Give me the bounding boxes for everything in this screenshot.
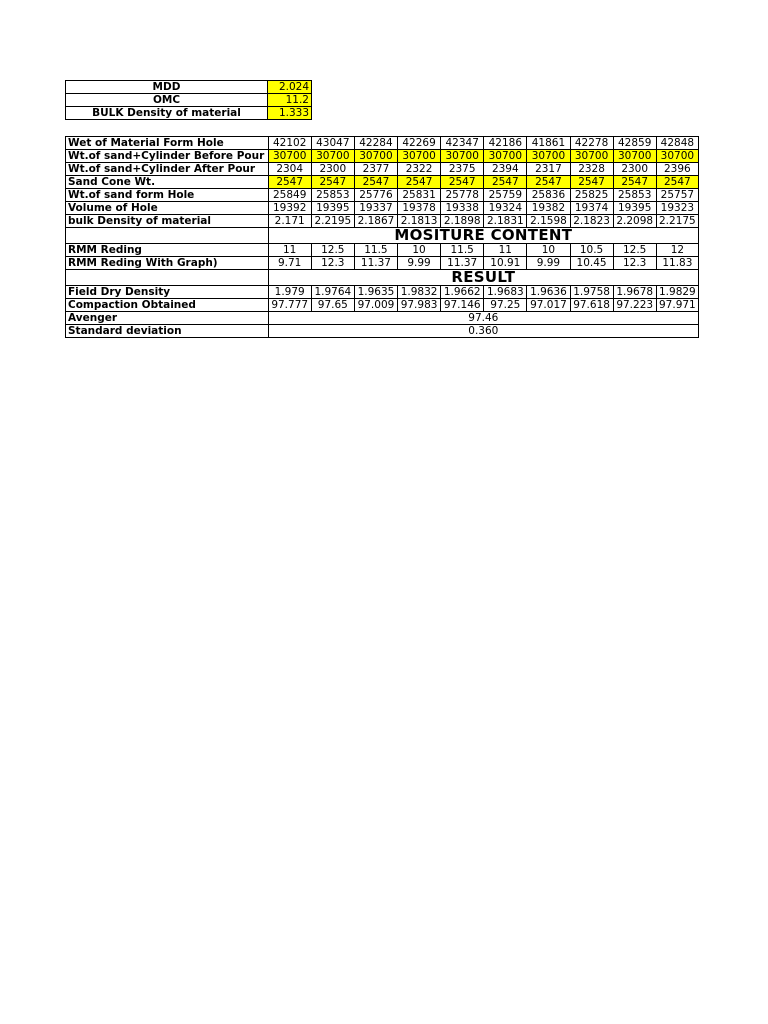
data-cell: 11.83 — [656, 257, 698, 270]
data-cell: 19338 — [441, 202, 484, 215]
data-cell: 2547 — [398, 176, 441, 189]
data-cell: 2328 — [570, 163, 613, 176]
section-row — [66, 270, 699, 286]
data-cell: 2.1867 — [354, 215, 397, 228]
data-cell: 2.1831 — [484, 215, 527, 228]
table-row — [66, 202, 699, 215]
summary-value: 11.2 — [268, 94, 312, 107]
data-cell: 97.983 — [398, 299, 441, 312]
data-cell: 25776 — [354, 189, 397, 202]
summary-value: 1.333 — [268, 107, 312, 120]
data-cell: 1.9832 — [398, 286, 441, 299]
data-cell: 30700 — [484, 150, 527, 163]
data-cell: 1.9764 — [311, 286, 354, 299]
data-cell: 2.1823 — [570, 215, 613, 228]
data-cell: 97.25 — [484, 299, 527, 312]
data-cell: 30700 — [354, 150, 397, 163]
stat-label: Standard deviation — [66, 325, 269, 338]
data-cell: 25831 — [398, 189, 441, 202]
data-cell: 30700 — [311, 150, 354, 163]
row-label: bulk Density of material — [66, 215, 269, 228]
data-cell: 30700 — [268, 150, 311, 163]
data-cell: 9.99 — [527, 257, 570, 270]
data-cell: 1.9829 — [656, 286, 698, 299]
row-label: RMM Reding With Graph) — [66, 257, 269, 270]
summary-stat-row — [66, 312, 699, 325]
data-cell: 2300 — [613, 163, 656, 176]
data-cell: 2.2195 — [311, 215, 354, 228]
stat-value: 0.360 — [268, 325, 698, 338]
data-cell: 11.37 — [441, 257, 484, 270]
table-row — [66, 150, 699, 163]
data-cell: 97.65 — [311, 299, 354, 312]
summary-label: OMC — [66, 94, 268, 107]
data-cell: 12 — [656, 244, 698, 257]
data-cell: 19395 — [613, 202, 656, 215]
data-cell: 25853 — [311, 189, 354, 202]
data-cell: 2547 — [354, 176, 397, 189]
data-cell: 2547 — [570, 176, 613, 189]
data-cell: 30700 — [656, 150, 698, 163]
data-cell: 2547 — [527, 176, 570, 189]
data-cell: 11.5 — [354, 244, 397, 257]
data-cell: 25853 — [613, 189, 656, 202]
data-cell: 42102 — [268, 137, 311, 150]
table-row — [66, 299, 699, 312]
table-row — [66, 189, 699, 202]
data-cell: 42347 — [441, 137, 484, 150]
data-cell: 9.71 — [268, 257, 311, 270]
data-cell: 97.971 — [656, 299, 698, 312]
data-cell: 19382 — [527, 202, 570, 215]
data-cell: 41861 — [527, 137, 570, 150]
data-cell: 19337 — [354, 202, 397, 215]
data-cell: 19323 — [656, 202, 698, 215]
data-cell: 2394 — [484, 163, 527, 176]
data-cell: 42269 — [398, 137, 441, 150]
data-cell: 97.017 — [527, 299, 570, 312]
data-cell: 25757 — [656, 189, 698, 202]
summary-label: MDD — [66, 81, 268, 94]
data-cell: 25836 — [527, 189, 570, 202]
data-cell: 1.9636 — [527, 286, 570, 299]
data-cell: 2300 — [311, 163, 354, 176]
row-label: RMM Reding — [66, 244, 269, 257]
section-heading: RESULT — [268, 270, 698, 286]
data-cell: 10 — [398, 244, 441, 257]
table-row — [66, 163, 699, 176]
data-cell: 2.1598 — [527, 215, 570, 228]
data-cell: 9.99 — [398, 257, 441, 270]
data-cell: 12.3 — [613, 257, 656, 270]
data-cell: 25825 — [570, 189, 613, 202]
data-cell: 2377 — [354, 163, 397, 176]
summary-value: 2.024 — [268, 81, 312, 94]
data-cell: 11.5 — [441, 244, 484, 257]
data-cell: 42859 — [613, 137, 656, 150]
row-label: Wt.of sand+Cylinder Before Pour — [66, 150, 269, 163]
stat-value: 97.46 — [268, 312, 698, 325]
data-cell: 2.2175 — [656, 215, 698, 228]
table-row — [66, 286, 699, 299]
data-cell: 12.3 — [311, 257, 354, 270]
data-cell: 2396 — [656, 163, 698, 176]
data-cell: 11 — [484, 244, 527, 257]
sand-cone-test-table — [65, 136, 699, 338]
data-cell: 10.91 — [484, 257, 527, 270]
data-cell: 2.1813 — [398, 215, 441, 228]
data-cell: 43047 — [311, 137, 354, 150]
data-cell: 97.009 — [354, 299, 397, 312]
row-label: Wet of Material Form Hole — [66, 137, 269, 150]
stat-label: Avenger — [66, 312, 269, 325]
summary-label: BULK Density of material — [66, 107, 268, 120]
data-cell: 1.9678 — [613, 286, 656, 299]
data-cell: 97.146 — [441, 299, 484, 312]
data-cell: 30700 — [613, 150, 656, 163]
data-cell: 25849 — [268, 189, 311, 202]
data-cell: 2322 — [398, 163, 441, 176]
summary-stat-row — [66, 325, 699, 338]
data-cell: 19374 — [570, 202, 613, 215]
data-cell: 19378 — [398, 202, 441, 215]
data-cell: 2547 — [311, 176, 354, 189]
section-spacer — [66, 228, 269, 244]
row-label: Sand Cone Wt. — [66, 176, 269, 189]
data-cell: 1.9683 — [484, 286, 527, 299]
summary-row — [66, 81, 312, 94]
data-cell: 42186 — [484, 137, 527, 150]
data-cell: 2547 — [441, 176, 484, 189]
table-row — [66, 257, 699, 270]
data-cell: 97.223 — [613, 299, 656, 312]
section-heading: MOSITURE CONTENT — [268, 228, 698, 244]
data-cell: 10 — [527, 244, 570, 257]
data-cell: 12.5 — [613, 244, 656, 257]
data-cell: 25759 — [484, 189, 527, 202]
data-cell: 2547 — [656, 176, 698, 189]
data-cell: 30700 — [398, 150, 441, 163]
data-cell: 19324 — [484, 202, 527, 215]
row-label: Wt.of sand form Hole — [66, 189, 269, 202]
section-spacer — [66, 270, 269, 286]
data-cell: 42848 — [656, 137, 698, 150]
data-cell: 1.979 — [268, 286, 311, 299]
data-cell: 42278 — [570, 137, 613, 150]
data-cell: 2547 — [484, 176, 527, 189]
data-cell: 1.9758 — [570, 286, 613, 299]
data-cell: 97.618 — [570, 299, 613, 312]
data-cell: 12.5 — [311, 244, 354, 257]
table-row — [66, 176, 699, 189]
data-cell: 11 — [268, 244, 311, 257]
row-label: Volume of Hole — [66, 202, 269, 215]
data-cell: 97.777 — [268, 299, 311, 312]
row-label: Wt.of sand+Cylinder After Pour — [66, 163, 269, 176]
data-cell: 2547 — [613, 176, 656, 189]
data-cell: 2317 — [527, 163, 570, 176]
data-cell: 1.9662 — [441, 286, 484, 299]
section-row — [66, 228, 699, 244]
row-label: Field Dry Density — [66, 286, 269, 299]
table-row — [66, 137, 699, 150]
table-row — [66, 244, 699, 257]
data-cell: 30700 — [527, 150, 570, 163]
summary-row — [66, 107, 312, 120]
table-row — [66, 215, 699, 228]
data-cell: 2304 — [268, 163, 311, 176]
data-cell: 25778 — [441, 189, 484, 202]
data-cell: 19392 — [268, 202, 311, 215]
data-cell: 42284 — [354, 137, 397, 150]
data-cell: 11.37 — [354, 257, 397, 270]
data-cell: 2.171 — [268, 215, 311, 228]
data-cell: 19395 — [311, 202, 354, 215]
data-cell: 2.1898 — [441, 215, 484, 228]
data-cell: 30700 — [441, 150, 484, 163]
summary-row — [66, 94, 312, 107]
data-cell: 2375 — [441, 163, 484, 176]
row-label: Compaction Obtained — [66, 299, 269, 312]
data-cell: 2547 — [268, 176, 311, 189]
summary-table — [65, 80, 312, 120]
data-cell: 1.9635 — [354, 286, 397, 299]
data-cell: 10.5 — [570, 244, 613, 257]
data-cell: 2.2098 — [613, 215, 656, 228]
data-cell: 10.45 — [570, 257, 613, 270]
data-cell: 30700 — [570, 150, 613, 163]
